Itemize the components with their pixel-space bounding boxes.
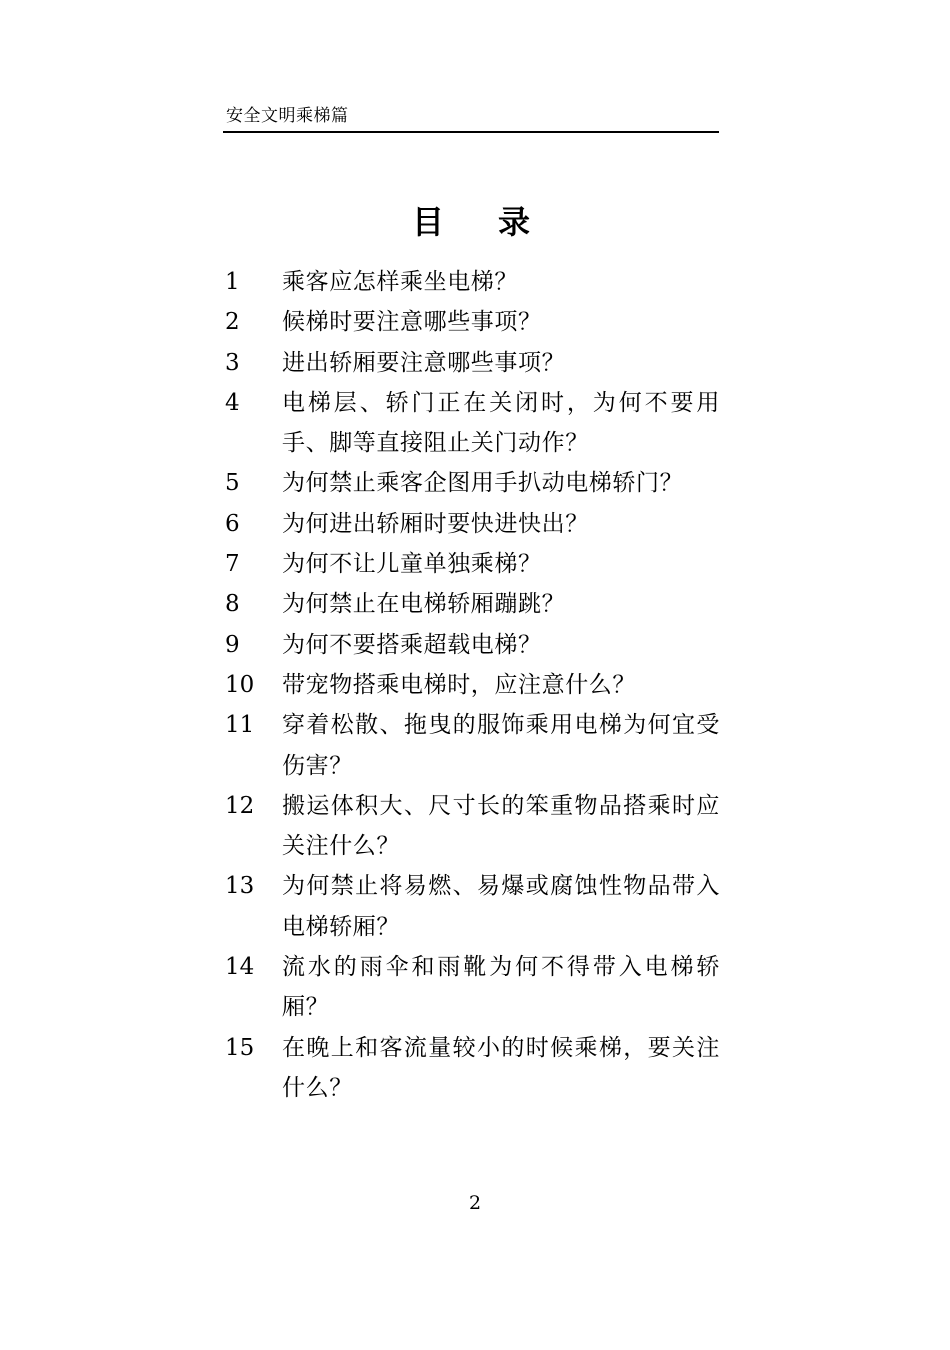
toc-item-number: 5 <box>225 470 240 497</box>
toc-item-text: 为何禁止将易燃、易爆或腐蚀性物品带入电梯轿厢？ <box>282 873 720 940</box>
toc-item-text: 穿着松散、拖曳的服饰乘用电梯为何宜受伤害？ <box>282 712 720 779</box>
toc-item-12 <box>225 786 720 867</box>
toc-item-number: 1 <box>225 269 240 295</box>
toc-item-text: 电梯层、轿门正在关闭时，为何不要用手、脚等直接阻止关门动作？ <box>282 389 720 457</box>
toc-item-3 <box>225 343 720 383</box>
toc-item-text: 搬运体积大、尺寸长的笨重物品搭乘时应关注什么？ <box>282 792 720 860</box>
toc-item-4 <box>225 383 720 464</box>
toc-item-number: 2 <box>225 309 240 336</box>
toc-item-text: 流水的雨伞和雨靴为何不得带入电梯轿厢？ <box>282 954 720 1021</box>
toc-item-number: 6 <box>225 510 240 537</box>
header-rule <box>223 131 719 133</box>
toc-item-number: 14 <box>225 954 255 981</box>
toc-item-number: 8 <box>225 591 240 618</box>
toc-item-number: 13 <box>225 873 255 900</box>
toc-item-11 <box>225 705 720 786</box>
toc-item-number: 11 <box>225 712 255 739</box>
running-header: 安全文明乘梯篇 <box>226 106 349 126</box>
toc-item-number: 9 <box>225 631 240 658</box>
toc-item-text: 为何进出轿厢时要快进快出？ <box>282 510 589 537</box>
toc-item-6 <box>225 504 720 544</box>
toc-item-number: 12 <box>225 792 255 819</box>
toc-item-5 <box>225 463 720 503</box>
toc-item-14 <box>225 947 720 1028</box>
toc-item-text: 为何不要搭乘超载电梯？ <box>282 631 542 658</box>
toc-item-text: 为何禁止在电梯轿厢蹦跳？ <box>282 591 566 618</box>
toc-item-15 <box>225 1028 720 1109</box>
toc-item-number: 10 <box>225 671 255 698</box>
toc-item-2 <box>225 302 720 342</box>
toc-item-text: 乘客应怎样乘坐电梯？ <box>282 269 518 295</box>
toc-item-text: 在晚上和客流量较小的时候乘梯，要关注什么？ <box>282 1034 720 1101</box>
toc-item-7 <box>225 544 720 584</box>
toc-item-8 <box>225 584 720 624</box>
toc-list <box>225 262 720 1108</box>
toc-item-number: 7 <box>225 551 240 578</box>
toc-item-13 <box>225 866 720 947</box>
toc-title <box>223 196 719 248</box>
toc-item-text: 进出轿厢要注意哪些事项？ <box>282 349 566 376</box>
toc-item-number: 4 <box>225 389 240 416</box>
toc-title-left: 目 <box>411 203 444 241</box>
toc-item-text: 带宠物搭乘电梯时，应注意什么？ <box>282 671 636 698</box>
toc-item-1 <box>225 262 720 302</box>
toc-item-10 <box>225 665 720 705</box>
toc-title-right: 录 <box>498 203 531 241</box>
page-number: 2 <box>468 1192 482 1214</box>
toc-item-text: 为何禁止乘客企图用手扒动电梯轿门？ <box>282 470 684 497</box>
toc-item-number: 15 <box>225 1034 255 1061</box>
toc-item-text: 候梯时要注意哪些事项？ <box>282 309 542 336</box>
toc-item-number: 3 <box>225 349 240 376</box>
toc-item-9 <box>225 625 720 665</box>
toc-item-text: 为何不让儿童单独乘梯？ <box>282 551 542 578</box>
